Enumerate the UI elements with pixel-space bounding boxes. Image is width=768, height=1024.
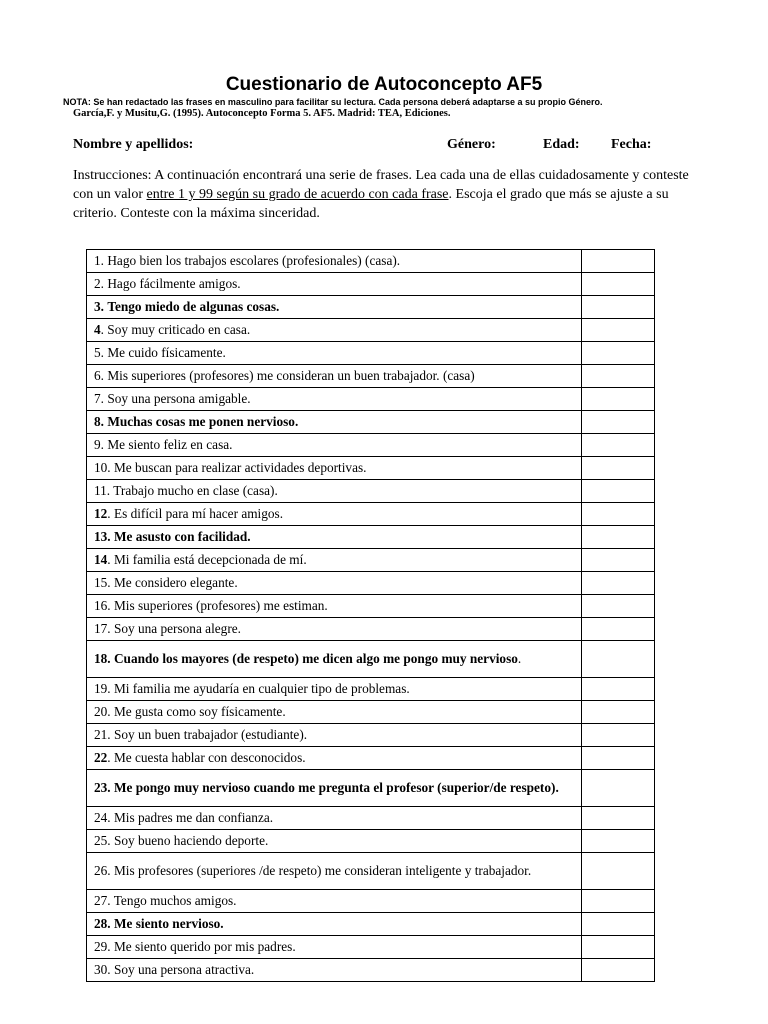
table-row <box>87 913 655 936</box>
questionnaire-table <box>86 249 655 982</box>
item-statement: . Me cuesta hablar con desconocidos. <box>107 750 306 765</box>
item-statement: . Mi familia está decepcionada de mí. <box>107 552 307 567</box>
table-row <box>87 319 655 342</box>
table-row <box>87 641 655 678</box>
table-row <box>87 890 655 913</box>
item-number: 21. <box>94 727 111 742</box>
item-statement: Me siento nervioso. <box>113 916 224 931</box>
item-statement: Soy una persona atractiva. <box>113 962 255 977</box>
item-statement: Mis padres me dan confianza. <box>113 810 274 825</box>
date-label: Fecha: <box>611 137 652 152</box>
answer-cell[interactable] <box>582 701 655 724</box>
respondent-fields <box>0 137 768 155</box>
item-text <box>87 296 582 319</box>
item-statement: Soy un buen trabajador (estudiante). <box>113 727 308 742</box>
table-row <box>87 526 655 549</box>
item-number: 5. <box>94 345 104 360</box>
table-row <box>87 457 655 480</box>
answer-cell[interactable] <box>582 572 655 595</box>
table-row <box>87 595 655 618</box>
table-row <box>87 549 655 572</box>
item-statement: Soy una persona amigable. <box>107 391 251 406</box>
table-row <box>87 480 655 503</box>
item-statement: Me considero elegante. <box>113 575 238 590</box>
item-text <box>87 641 582 678</box>
answer-cell[interactable] <box>582 913 655 936</box>
note-text: NOTA: Se han redactado las frases en masculino para facilitar su lectura. Cada persona deberá adaptarse a su propio Género. <box>63 97 603 107</box>
item-statement: Me siento feliz en casa. <box>107 437 233 452</box>
item-statement: Tengo miedo de algunas cosas. <box>107 299 280 314</box>
answer-cell[interactable] <box>582 830 655 853</box>
page-title: Cuestionario de Autoconcepto AF5 <box>225 74 543 95</box>
table-row <box>87 853 655 890</box>
item-number: 19. <box>94 681 111 696</box>
item-text <box>87 342 582 365</box>
item-statement: Me pongo muy nervioso cuando me pregunta el profesor (superior/de respeto). <box>113 780 559 795</box>
item-statement: Me gusta como soy físicamente. <box>113 704 286 719</box>
item-text <box>87 770 582 807</box>
item-number: 17. <box>94 621 111 636</box>
item-statement: Mis profesores (superiores /de respeto) me consideran inteligente y trabajador. <box>113 863 532 878</box>
answer-cell[interactable] <box>582 724 655 747</box>
answer-cell[interactable] <box>582 434 655 457</box>
item-text <box>87 572 582 595</box>
table-row <box>87 342 655 365</box>
answer-cell[interactable] <box>582 959 655 982</box>
item-statement: Mi familia me ayudaría en cualquier tipo de problemas. <box>113 681 410 696</box>
item-number: 12 <box>94 506 108 521</box>
answer-cell[interactable] <box>582 250 655 273</box>
item-text <box>87 250 582 273</box>
item-number: 26. <box>94 863 111 878</box>
table-row <box>87 770 655 807</box>
item-statement: Mis superiores (profesores) me estiman. <box>113 598 328 613</box>
answer-cell[interactable] <box>582 936 655 959</box>
table-row <box>87 724 655 747</box>
item-text <box>87 747 582 770</box>
answer-cell[interactable] <box>582 618 655 641</box>
table-row <box>87 296 655 319</box>
item-number: 14 <box>94 552 108 567</box>
item-number: 20. <box>94 704 111 719</box>
item-statement: Hago bien los trabajos escolares (profesionales) (casa). <box>107 253 401 268</box>
item-number: 13. <box>94 529 111 544</box>
item-number: 28. <box>94 916 111 931</box>
item-statement: Soy bueno haciendo deporte. <box>113 833 269 848</box>
table-row <box>87 701 655 724</box>
item-text <box>87 273 582 296</box>
item-statement: Me asusto con facilidad. <box>113 529 251 544</box>
answer-cell[interactable] <box>582 678 655 701</box>
table-row <box>87 959 655 982</box>
answer-cell[interactable] <box>582 319 655 342</box>
table-row <box>87 503 655 526</box>
item-number: 8. <box>94 414 104 429</box>
item-number: 1. <box>94 253 104 268</box>
item-number: 6. <box>94 368 104 383</box>
item-text <box>87 913 582 936</box>
answer-cell[interactable] <box>582 549 655 572</box>
answer-cell[interactable] <box>582 503 655 526</box>
item-text <box>87 890 582 913</box>
answer-cell[interactable] <box>582 747 655 770</box>
item-text <box>87 411 582 434</box>
gender-label: Género: <box>447 137 496 152</box>
item-number: 10. <box>94 460 111 475</box>
item-number: 18. <box>94 651 111 666</box>
answer-cell[interactable] <box>582 273 655 296</box>
item-text <box>87 388 582 411</box>
item-number: 25. <box>94 833 111 848</box>
item-text <box>87 503 582 526</box>
table-row <box>87 572 655 595</box>
name-label: Nombre y apellidos: <box>73 137 194 152</box>
table-row <box>87 936 655 959</box>
item-text <box>87 549 582 572</box>
answer-cell[interactable] <box>582 296 655 319</box>
age-label: Edad: <box>543 137 580 152</box>
item-text <box>87 807 582 830</box>
answer-cell[interactable] <box>582 342 655 365</box>
item-number: 24. <box>94 810 111 825</box>
item-statement: . Es difícil para mí hacer amigos. <box>107 506 284 521</box>
item-suffix: . <box>517 651 522 666</box>
answer-cell[interactable] <box>582 480 655 503</box>
item-number: 30. <box>94 962 111 977</box>
item-text <box>87 678 582 701</box>
item-statement: Mis superiores (profesores) me consideran un buen trabajador. (casa) <box>107 368 475 383</box>
item-statement: Hago fácilmente amigos. <box>107 276 241 291</box>
table-row <box>87 365 655 388</box>
table-row <box>87 388 655 411</box>
table-row <box>87 250 655 273</box>
item-text <box>87 434 582 457</box>
instructions-part2: . Escoja el grado que más se ajuste a su criterio. Conteste con la máxima sinceridad. <box>73 187 669 221</box>
item-text <box>87 724 582 747</box>
item-text <box>87 480 582 503</box>
table-row <box>87 434 655 457</box>
item-number: 27. <box>94 893 111 908</box>
item-text <box>87 595 582 618</box>
item-statement: Me cuido físicamente. <box>107 345 226 360</box>
item-statement: Soy una persona alegre. <box>113 621 241 636</box>
answer-cell[interactable] <box>582 526 655 549</box>
item-statement: . Soy muy criticado en casa. <box>100 322 251 337</box>
table-row <box>87 618 655 641</box>
item-statement: Trabajo mucho en clase (casa). <box>113 483 278 498</box>
item-statement: Me siento querido por mis padres. <box>113 939 296 954</box>
item-statement: Tengo muchos amigos. <box>113 893 237 908</box>
instructions-underlined: entre 1 y 99 según su grado de acuerdo con cada frase <box>146 187 449 202</box>
item-number: 22 <box>94 750 108 765</box>
item-statement: Cuando los mayores (de respeto) me dicen algo me pongo muy nervioso <box>113 651 518 666</box>
table-row <box>87 830 655 853</box>
item-statement: Me buscan para realizar actividades deportivas. <box>113 460 367 475</box>
instructions <box>73 166 698 223</box>
item-text <box>87 959 582 982</box>
answer-cell[interactable] <box>582 388 655 411</box>
table-row <box>87 678 655 701</box>
reference-text: García,F. y Musitu,G. (1995). Autoconcepto Forma 5. AF5. Madrid: TEA, Ediciones. <box>73 108 451 119</box>
instructions-part1: Instrucciones: A continuación encontrará una serie de frases. Lea cada una de ellas cuidadosamente y conteste con un valor <box>73 168 689 202</box>
answer-cell[interactable] <box>582 807 655 830</box>
item-number: 23. <box>94 780 111 795</box>
item-text <box>87 319 582 342</box>
answer-cell[interactable] <box>582 457 655 480</box>
answer-cell[interactable] <box>582 890 655 913</box>
item-text <box>87 365 582 388</box>
answer-cell[interactable] <box>582 770 655 807</box>
table-row <box>87 411 655 434</box>
item-number: 4 <box>94 322 101 337</box>
item-text <box>87 936 582 959</box>
answer-cell[interactable] <box>582 365 655 388</box>
item-text <box>87 701 582 724</box>
item-number: 9. <box>94 437 104 452</box>
item-text <box>87 526 582 549</box>
item-number: 7. <box>94 391 104 406</box>
item-number: 3. <box>94 299 104 314</box>
table-row <box>87 747 655 770</box>
item-text <box>87 830 582 853</box>
answer-cell[interactable] <box>582 595 655 618</box>
item-number: 16. <box>94 598 111 613</box>
answer-cell[interactable] <box>582 411 655 434</box>
item-number: 11. <box>94 483 111 498</box>
item-statement: Muchas cosas me ponen nervioso. <box>107 414 299 429</box>
table-row <box>87 273 655 296</box>
item-number: 29. <box>94 939 111 954</box>
table-row <box>87 807 655 830</box>
item-text <box>87 457 582 480</box>
item-text <box>87 618 582 641</box>
item-text <box>87 853 582 890</box>
answer-cell[interactable] <box>582 853 655 890</box>
answer-cell[interactable] <box>582 641 655 678</box>
item-number: 15. <box>94 575 111 590</box>
item-number: 2. <box>94 276 104 291</box>
